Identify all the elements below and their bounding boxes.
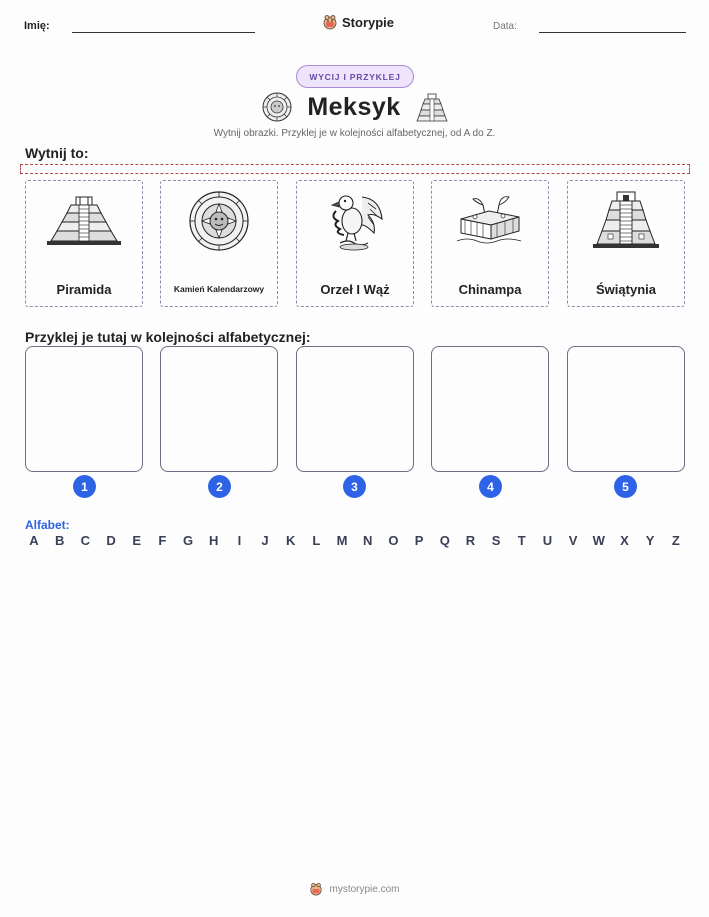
pyramid-icon <box>45 193 123 249</box>
cut-card-2[interactable] <box>160 180 278 307</box>
name-line <box>72 32 255 33</box>
storypie-logo-icon <box>322 14 338 30</box>
alphabet-letter: K <box>286 533 296 548</box>
cut-card-label: Kamień Kalendarzowy <box>173 284 265 294</box>
paste-box-5[interactable] <box>567 346 685 472</box>
paste-box-3[interactable] <box>296 346 414 472</box>
footer-url: mystorypie.com <box>329 883 400 895</box>
alphabet-letter: T <box>517 533 526 548</box>
cut-card-label: Świątynia <box>596 282 656 297</box>
alphabet-letter: Q <box>439 533 450 548</box>
alphabet-letter: B <box>54 533 65 548</box>
alphabet-letter: O <box>388 533 399 548</box>
alphabet-letter: S <box>491 533 501 548</box>
alphabet-letter: A <box>29 533 39 548</box>
cut-card-1[interactable] <box>25 180 143 307</box>
title-row <box>262 88 448 126</box>
alphabet-letter: J <box>261 533 269 548</box>
alphabet-label: Alfabet: <box>25 518 70 532</box>
aztec-calendar-icon <box>262 92 292 122</box>
alphabet-letter: D <box>106 533 116 548</box>
alphabet-letter: U <box>542 533 553 548</box>
alphabet-letter: G <box>182 533 194 548</box>
brand-logo <box>322 12 394 32</box>
paste-box-4[interactable] <box>431 346 549 472</box>
cut-card-label: Piramida <box>56 282 112 297</box>
footer <box>0 880 709 898</box>
alphabet-letter: C <box>80 533 91 548</box>
alphabet-letter: Z <box>671 533 680 548</box>
alphabet-letter: F <box>158 533 167 548</box>
paste-number-1: 1 <box>73 475 96 498</box>
alphabet-letter: E <box>132 533 142 548</box>
paste-section-label: Przyklej je tutaj w kolejności alfabetycznej: <box>25 329 311 345</box>
eagle-and-snake-icon <box>324 189 386 253</box>
temple-icon <box>590 190 662 252</box>
date-label: Data: <box>493 21 517 32</box>
alphabet-row <box>25 533 685 551</box>
paste-number-4: 4 <box>479 475 502 498</box>
activity-badge: WYCIJ I PRZYKLEJ <box>296 65 414 88</box>
cut-card-5[interactable] <box>567 180 685 307</box>
paste-number-5: 5 <box>614 475 637 498</box>
paste-box-2[interactable] <box>160 346 278 472</box>
chinampa-icon <box>455 193 525 249</box>
brand-name: Storypie <box>342 14 395 30</box>
alphabet-letter: R <box>465 533 476 548</box>
name-label: Imię: <box>24 20 50 32</box>
alphabet-letter: P <box>414 533 424 548</box>
instructions: Wytnij obrazki. Przyklej je w kolejności alfabetycznej, od A do Z. <box>213 128 496 139</box>
alphabet-letter: V <box>568 533 578 548</box>
alphabet-letter: W <box>592 533 605 548</box>
date-line <box>539 32 686 33</box>
cut-section-label: Wytnij to: <box>25 145 89 161</box>
cut-card-3[interactable] <box>296 180 414 307</box>
aztec-calendar-stone-icon <box>188 190 250 252</box>
alphabet-letter: N <box>363 533 373 548</box>
alphabet-letter: X <box>620 533 629 548</box>
storypie-logo-icon <box>309 882 323 896</box>
page-title: Meksyk <box>307 92 401 121</box>
cut-card-label: Orzeł I Wąż <box>320 282 390 297</box>
paste-number-3: 3 <box>343 475 366 498</box>
paste-number-2: 2 <box>208 475 231 498</box>
pyramid-icon <box>416 92 448 122</box>
alphabet-letter: M <box>336 533 348 548</box>
alphabet-letter: Y <box>645 533 655 548</box>
cut-card-label: Chinampa <box>458 282 522 297</box>
cut-line <box>20 164 690 174</box>
cut-card-4[interactable] <box>431 180 549 307</box>
paste-box-1[interactable] <box>25 346 143 472</box>
alphabet-letter: I <box>237 533 242 548</box>
alphabet-letter: H <box>209 533 219 548</box>
alphabet-letter: L <box>312 533 321 548</box>
